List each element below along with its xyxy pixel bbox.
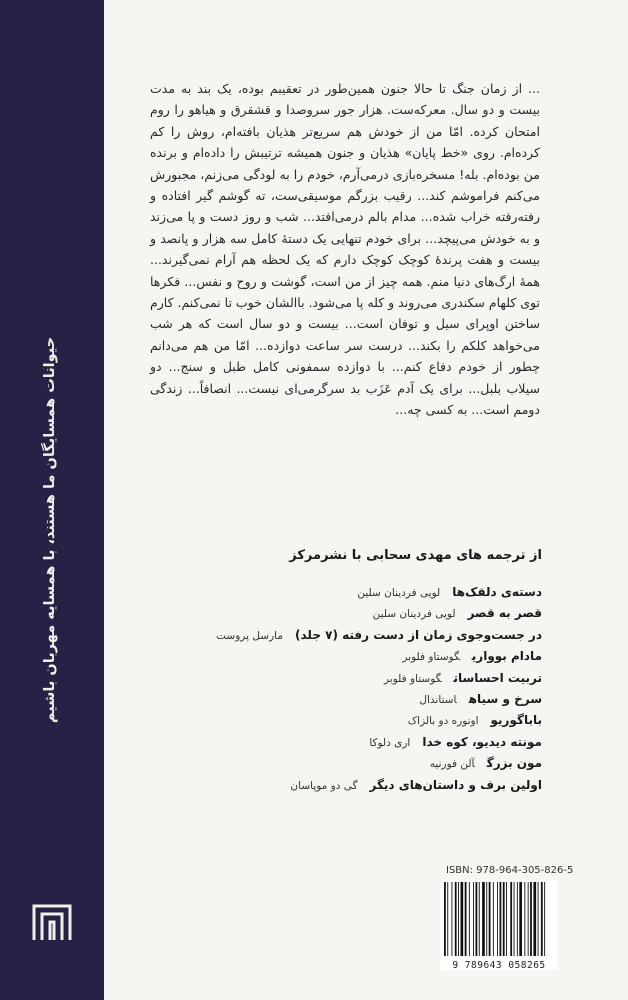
book-list-item	[230, 708, 542, 729]
book-list-item	[230, 751, 542, 772]
book-title: تربیت احساسات	[453, 670, 542, 685]
excerpt-paragraph: ... از زمان جنگ تا حالا جنون همین‌طور در تعقیبم بوده، یک بند به مدت بیست و دو سال. معرکه‌ست. هزار جور سروصدا و قشقرق و هیاهو را روم امتحان کرده. امّا من از خودش هم سریع‌تر هذیان بافته‌ام، روش را کم کرده‌ام. روی «خط پایان» هذیان و جنون همیشه ترتیبش را داده‌ام و برنده من بوده‌ام. بله! مسخره‌بازی درمی‌آرم، خودم را به لودگی می‌زنم، مجبورش می‌کنم فراموشم کند... رقیب بزرگم موسیقی‌ست، ته گوشم گیر افتاده و رفته‌رفته خراب شده... مدام بالم درمی‌افتد... شب و روز دست و پا می‌زند و به خودش می‌پیچد... برای خودم تنهایی یک دستهٔ کامل سه هزار و پانصد و بیست و هفت پرندهٔ کوچک کوچک دارم که یک لحظه هم آرام نمی‌گیرند... همهٔ ارگ‌های دنیا منم. همه چیز از من است، گوشت و روح و نفس... فکرها توی کلهام سکندری می‌روند و کله پا می‌شود. باالشان خوب تا نمی‌کنم. کارم ساختن اوپرای سیل و توفان است... بیست و دو سال است که هر شب می‌خواهد کلکم را بکند... درست سر ساعت دوازده... امّا من هم می‌دانم چطور از خودم دفاع کنم... با دوازده سمفونی کامل طبل و سنج... دو سیلاب بلبل... برای یک آدم عَزَب بد سرگرمی‌ای نیست... انصافاً... زندگی دومم است... به کسی چه...	[150, 81, 540, 418]
barcode-digits: 9 789643 058265	[452, 960, 546, 971]
book-list-item	[230, 730, 542, 751]
book-title: اولین برف و داستان‌های دیگر	[369, 777, 542, 792]
barcode-icon	[440, 880, 558, 970]
book-list-item	[216, 623, 542, 644]
book-title: مونته دیدیو، کوه خدا	[422, 734, 542, 749]
book-title: قصر به قصر	[467, 606, 542, 621]
book-list-item	[230, 687, 542, 708]
motto-text: حیوانات همسایگان ما هستند، با همسایه مهربان باشیم	[42, 336, 58, 724]
book-list-item	[230, 644, 542, 665]
book-author: اونوره دو بالزاک	[407, 715, 479, 728]
book-author: لویی فردینان سلین	[372, 608, 456, 621]
book-author: گوستاو فلوبر	[402, 651, 460, 664]
book-author: مارسل پروست	[216, 629, 283, 642]
book-title: باباگوریو	[490, 713, 542, 728]
book-list	[216, 580, 542, 794]
book-list-item	[230, 580, 542, 601]
book-author: لویی فردینان سلین	[357, 587, 441, 599]
spine-band	[0, 0, 104, 1000]
book-author: گی دو موپاسان	[290, 779, 358, 792]
translator-series-title: از ترجمه های مهدی سحابی با نشرمرکز	[289, 548, 542, 563]
book-author: آلن فورنیه	[429, 758, 475, 771]
book-excerpt	[150, 78, 540, 421]
book-list-item	[230, 601, 542, 622]
book-title: مون بزرگ	[486, 756, 542, 771]
book-title: مادام بوواری	[471, 649, 542, 664]
book-author: گوستاو فلوبر	[384, 672, 442, 685]
book-list-item	[230, 666, 542, 687]
book-title: سرخ و سیاه	[468, 691, 542, 706]
publisher-logo-icon	[30, 900, 74, 942]
isbn-label: ISBN: 978-964-305-826-5	[446, 865, 574, 876]
book-title: دسته‌ی دلقک‌ها	[452, 585, 542, 599]
book-title: در جست‌وجوی زمان از دست رفته (۷ جلد)	[295, 627, 542, 642]
book-author: استاندال	[419, 693, 457, 706]
book-list-item	[230, 773, 542, 794]
book-author: اری دلوکا	[369, 736, 411, 749]
